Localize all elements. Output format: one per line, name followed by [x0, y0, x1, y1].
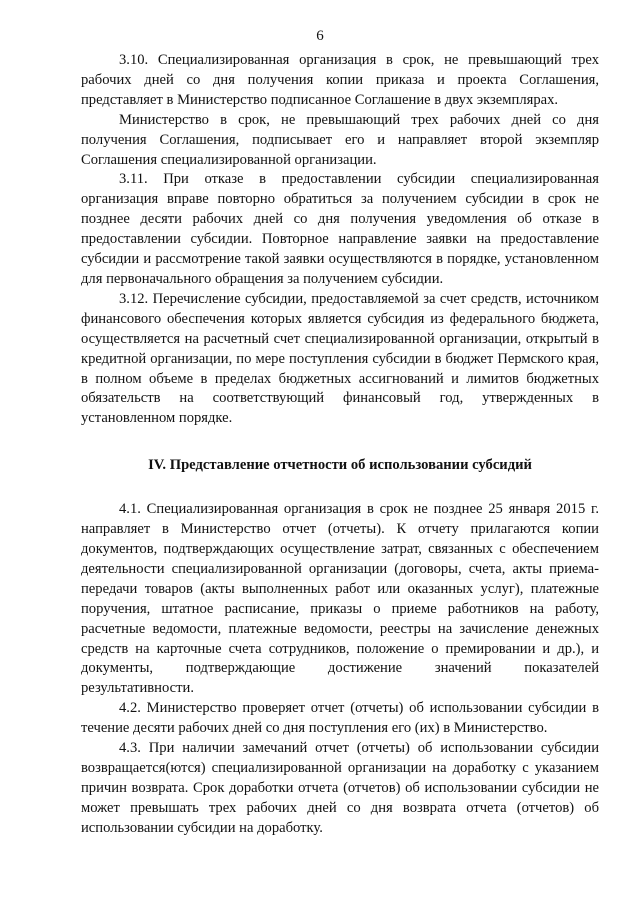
- page-number: 6: [316, 28, 324, 44]
- section-heading-iv: IV. Представление отчетности об использовании субсидий: [148, 457, 532, 474]
- paragraph-4-1: 4.1. Специализированная организация в срок не позднее 25 января 2015 г. направляет в Министерство отчет (отчеты). К отчету прилагаются копии документов, подтверждающих осуществление затрат, связанных с обеспечением деятельности специализированной организации (договоры, счета, акты приема-передачи товаров (акты выполненных работ или оказанных услуг), платежные поручения, штатное расписание, приказы о приеме работников на работу, расчетные ведомости, платежные ведомости, реестры на зачисление денежных средств на карточные счета сотрудников, положение о премировании и др.), и документы, подтверждающие достижение значений показателей результативности.: [81, 501, 599, 697]
- paragraph-3-11: 3.11. При отказе в предоставлении субсидии специализированная организация вправе повторно обратиться за получением субсидии в срок не позднее десяти рабочих дней со дня получения уведомления об отказе в предоставлении субсидии. Повторное направление заявки на предоставление субсидии и рассмотрение такой заявки осуществляются в порядке, установленном для первоначального обращения за получением субсидии.: [81, 171, 599, 287]
- paragraph-4-3: 4.3. При наличии замечаний отчет (отчеты) об использовании субсидии возвращается(ются) специализированной организации на доработку с указанием причин возврата. Срок доработки отчета (отчетов) об использовании субсидии не может превышать трех рабочих дней со дня возврата отчета (отчетов) об использовании субсидии на доработку.: [81, 740, 599, 836]
- paragraph-4-2: 4.2. Министерство проверяет отчет (отчеты) об использовании субсидии в течение десяти рабочих дней со дня поступления его (их) в Министерство.: [81, 700, 599, 737]
- paragraph-3-10-ministry: Министерство в срок, не превышающий трех рабочих дней со дня получения Соглашения, подписывает его и направляет второй экземпляр Соглашения специализированной организации.: [81, 111, 599, 168]
- document-body: [81, 51, 599, 839]
- paragraph-3-10: 3.10. Специализированная организация в срок, не превышающий трех рабочих дней со дня получения копии приказа и проекта Соглашения, представляет в Министерство подписанное Соглашение в двух экземплярах.: [81, 52, 599, 108]
- paragraph-3-12: 3.12. Перечисление субсидии, предоставляемой за счет средств, источником финансового обеспечения которых является субсидия из федерального бюджета, осуществляется на расчетный счет специализированной организации, открытый в кредитной организации, по мере поступления субсидии в бюджет Пермского края, в полном объеме в пределах бюджетных ассигнований и лимитов бюджетных обязательств на соответствующий финансовый год, утвержденных в установленном порядке.: [81, 290, 599, 427]
